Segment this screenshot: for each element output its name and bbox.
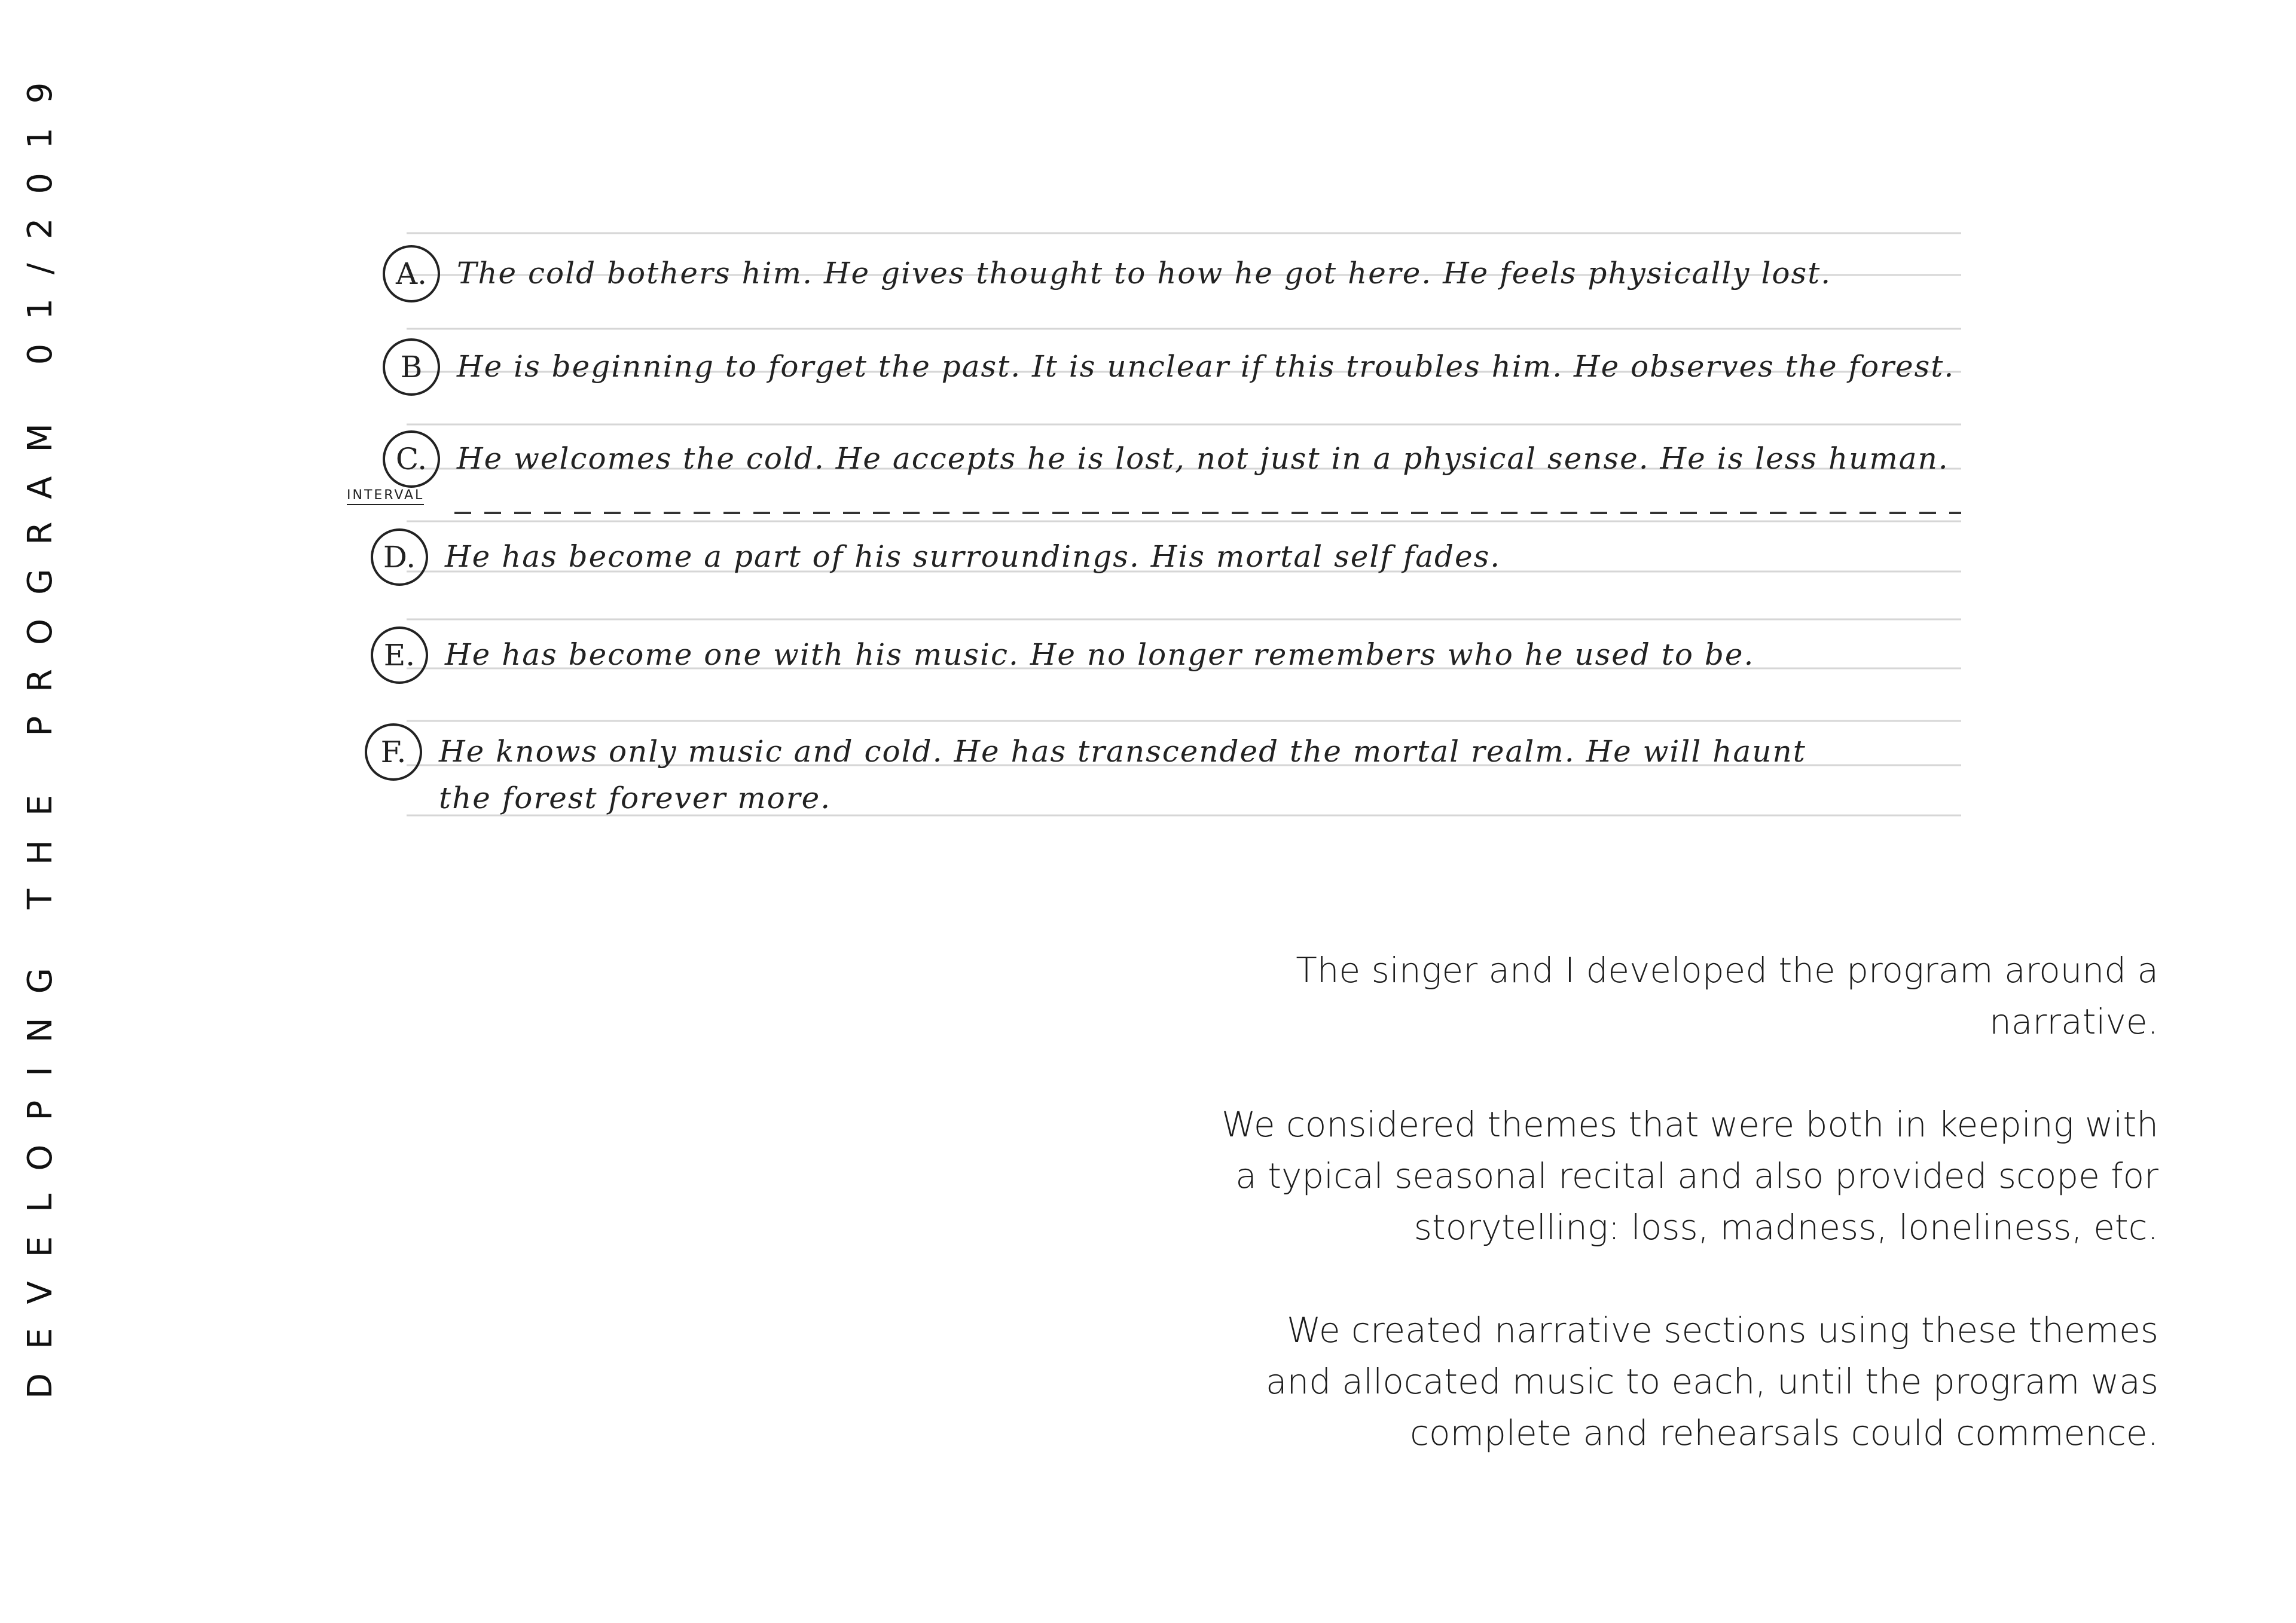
note-line-a [383,245,1997,317]
note-marker: B [383,338,440,396]
note-marker: F. [365,723,422,781]
note-line-b [383,338,1997,410]
note-line-c [383,430,1997,502]
side-title: DEVELOPING THE PROGRAM 01/2019 [21,58,60,1399]
body-paragraph-2: We considered themes that were both in keeping with a typical seasonal recital and also provided scope for storytelling: loss, madness, loneliness, etc. [1221,1104,2158,1248]
note-line-e [371,626,1985,698]
note-line-f [365,723,1979,815]
side-title-container [0,0,60,1411]
note-line-d [371,528,1985,600]
note-marker: C. [383,430,440,488]
note-marker: A. [383,245,440,302]
note-text: He knows only music and cold. He has transcended the mortal realm. He will haunt [439,734,1806,769]
handwritten-notes [347,215,1985,861]
note-marker: D. [371,528,428,586]
body-paragraph-3: We created narrative sections using these themes and allocated music to each, until the program was complete and rehearsals could commence. [1266,1310,2158,1453]
note-text: He welcomes the cold. He accepts he is lost, not just in a physical sense. He is less human. [457,441,1949,476]
note-text: The cold bothers him. He gives thought to how he got here. He feels physically lost. [457,256,1832,291]
body-copy [1214,945,2158,1510]
interval-label: INTERVAL [347,488,424,505]
note-text-continuation: the forest forever more. [439,781,832,815]
note-text: He has become one with his music. He no longer remembers who he used to be. [445,637,1755,672]
note-marker: E. [371,626,428,684]
note-text: He is beginning to forget the past. It is unclear if this troubles him. He observes the forest. [457,349,1955,384]
body-paragraph-1: The singer and I developed the program around a narrative. [1296,950,2158,1042]
note-text: He has become a part of his surroundings. His mortal self fades. [445,539,1501,574]
